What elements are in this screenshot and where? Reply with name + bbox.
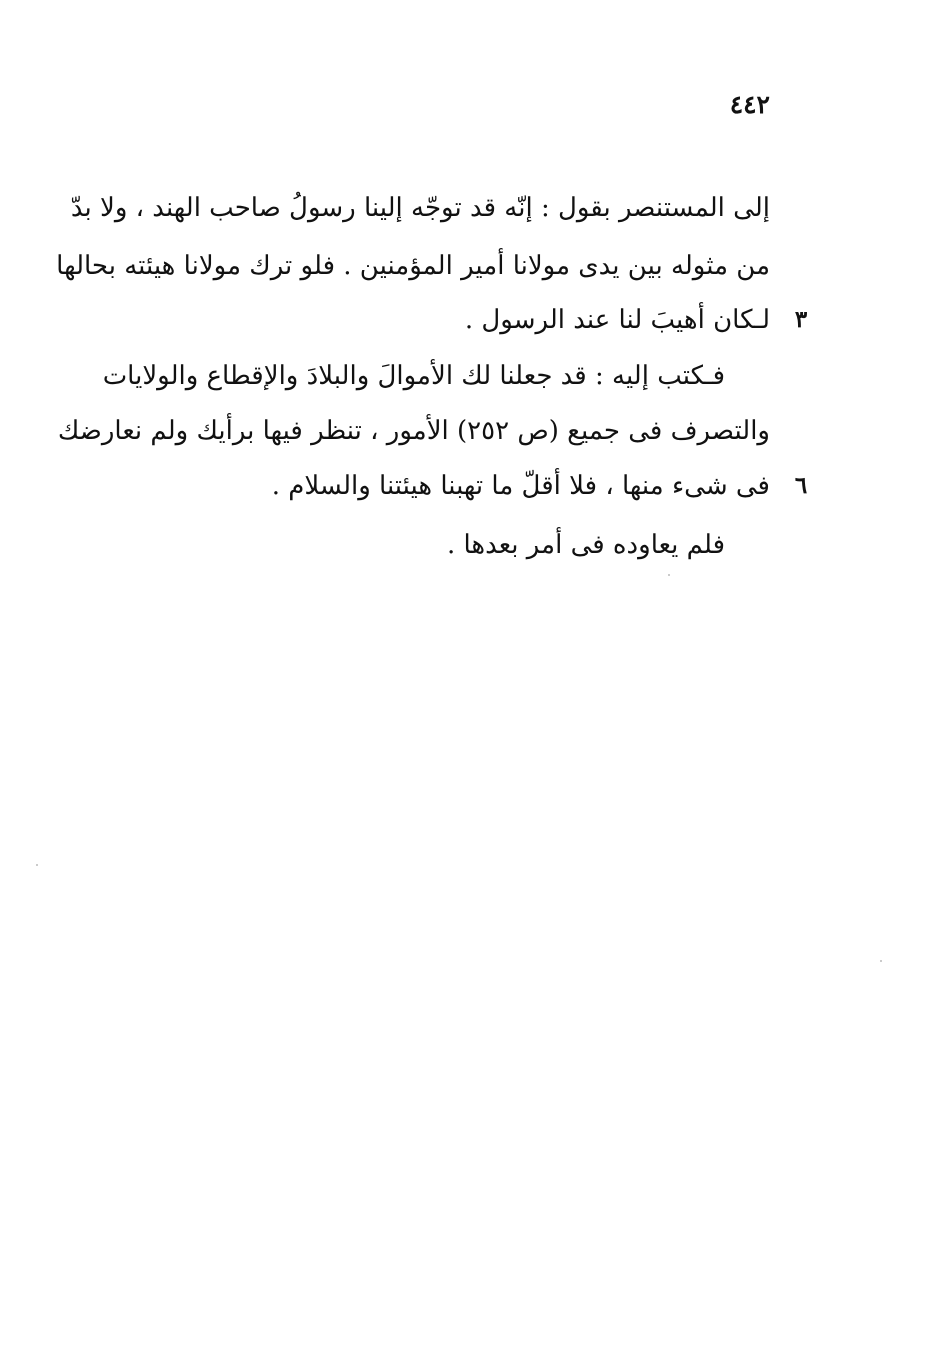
text-line-2: من مثوله بين يدى مولانا أمير المؤمنين . فلو ترك مولانا هيئته بحالها: [56, 251, 770, 281]
page-number: ٤٤٢: [729, 90, 770, 119]
text-line-6: فى شىء منها ، فلا أقلّ ما تهبنا هيئتنا والسلام .: [271, 471, 770, 501]
text-line-3: لـكان أهيبَ لنا عند الرسول .: [464, 305, 770, 335]
paper-speck: [36, 864, 38, 866]
text-line-4: فـكتب إليه : قد جعلنا لك الأموالَ والبلادَ والإقطاع والولايات: [102, 361, 725, 391]
paper-speck: [668, 574, 670, 576]
margin-line-number-3: ٣: [794, 306, 808, 333]
text-line-5: والتصرف فى جميع (ص ٢٥٢) الأمور ، تنظر فيها برأيك ولم نعارضك: [57, 416, 770, 446]
paper-speck: [880, 960, 882, 962]
margin-line-number-6: ٦: [794, 472, 808, 499]
text-line-1: إلى المستنصر بقول : إنّه قد توجّه إلينا رسولُ صاحب الهند ، ولا بدّ: [70, 193, 770, 223]
text-line-7: فلم يعاوده فى أمر بعدها .: [446, 530, 725, 560]
